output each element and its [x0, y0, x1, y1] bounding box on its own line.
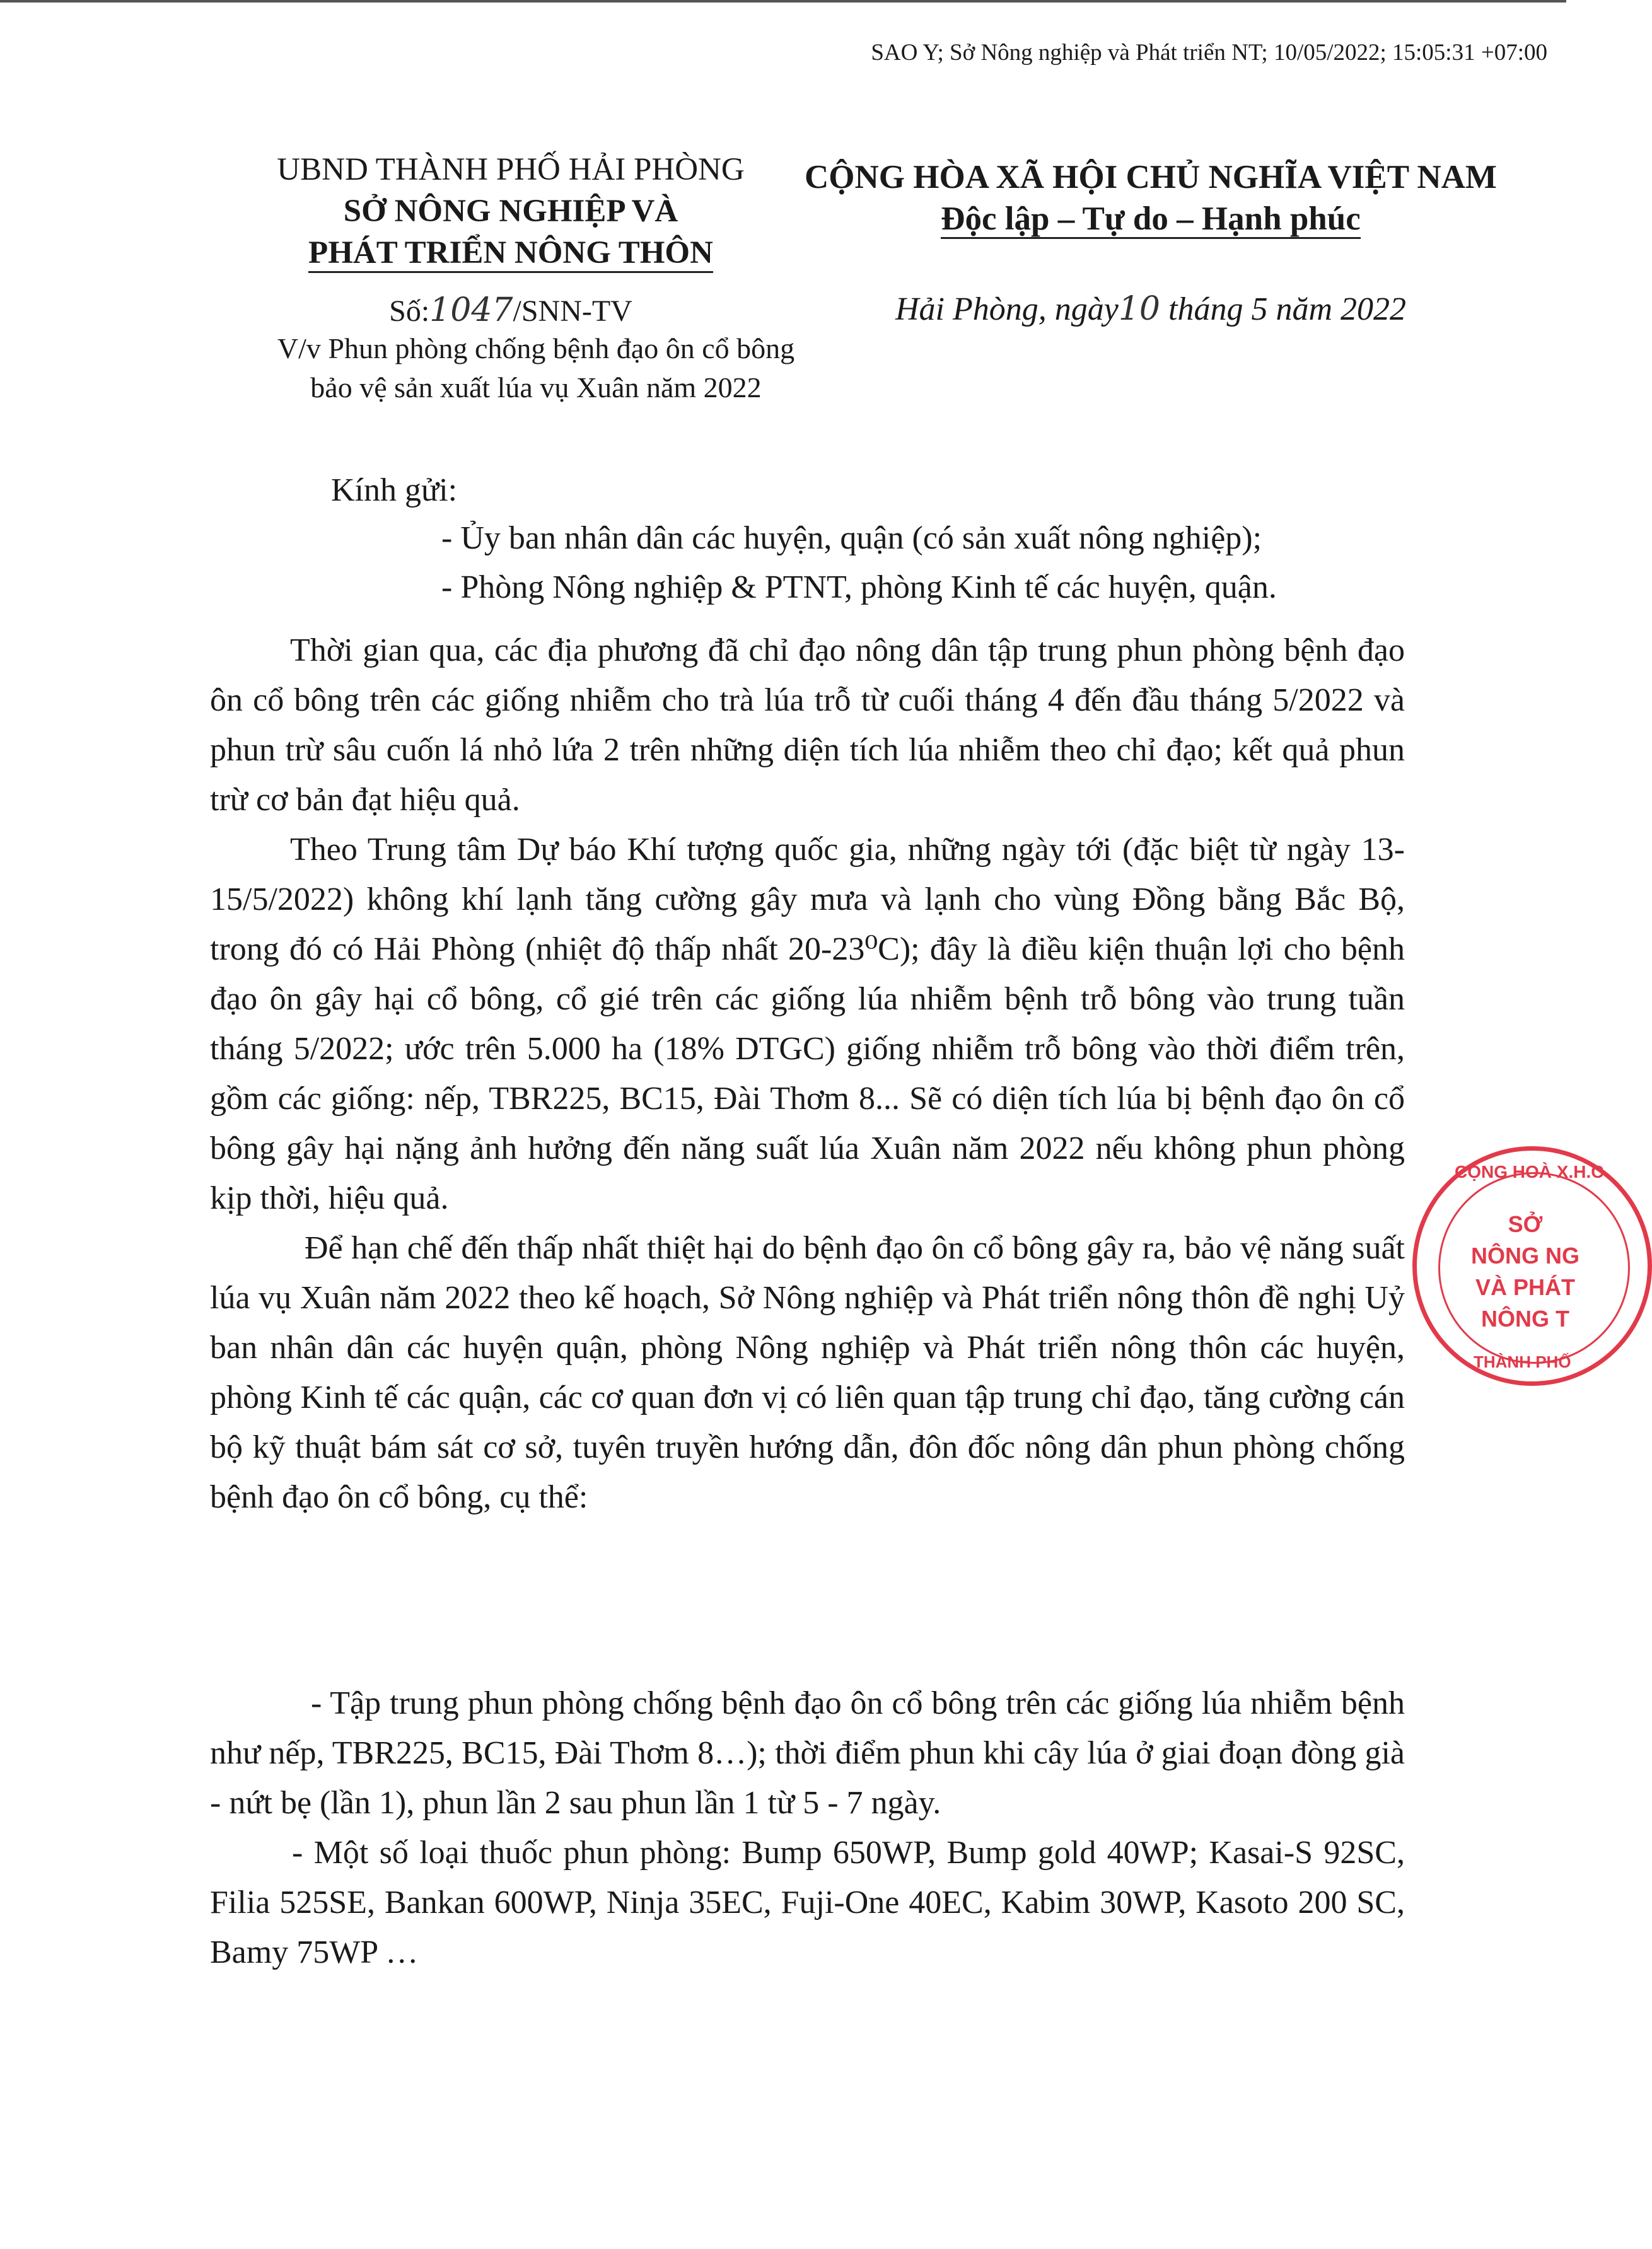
agency-name-line1: SỞ NÔNG NGHIỆP VÀ — [343, 194, 678, 229]
paragraph-1: Thời gian qua, các địa phương đã chỉ đạo nông dân tập trung phun phòng bệnh đạo ôn cổ bông trên các giống nhiễm cho trà lúa trỗ từ cuối tháng 4 đến đầu tháng 5/2022 và phun trừ sâu cuốn lá nhỏ lứa 2 trên những diện tích lúa nhiễm theo chỉ đạo; kết quả phun trừ cơ bản đạt hiệu quả. — [210, 632, 1405, 818]
official-seal — [1412, 1146, 1652, 1386]
seal-center-text: SỞ NÔNG NG VÀ PHÁT NÔNG T — [1470, 1211, 1579, 1332]
handwritten-number: 1047 — [429, 291, 513, 329]
recipient-1: - Ủy ban nhân dân các huyện, quận (có sản xuất nông nghiệp); — [441, 520, 1262, 556]
agency-parent: UBND THÀNH PHỐ HẢI PHÒNG — [277, 152, 745, 187]
motto: Độc lập – Tự do – Hạnh phúc — [794, 198, 1507, 240]
handwritten-day: 10 — [1118, 290, 1160, 328]
document-date: Hải Phòng, ngày10 tháng 5 năm 2022 — [895, 290, 1406, 328]
paragraph-3: Để hạn chế đến thấp nhất thiệt hại do bệnh đạo ôn cổ bông gây ra, bảo vệ năng suất lúa vụ Xuân năm 2022 theo kế hoạch, Sở Nông nghiệp và Phát triển nông thôn đề nghị Uỷ ban nhân dân các huyện quận, phòng Nông nghiệp và Phát triển nông thôn các huyện, phòng Kinh tế các quận, các cơ quan đơn vị có liên quan tập trung chỉ đạo, tăng cường cán bộ kỹ thuật bám sát cơ sở, tuyên truyền hướng dẫn, đôn đốc nông dân phun phòng chống bệnh đạo ôn cổ bông, cụ thể: — [210, 1230, 1405, 1515]
issuing-agency-header — [252, 149, 769, 274]
seal-arc-bottom-text: THÀNH PHỐ — [1474, 1352, 1571, 1371]
national-motto-header — [794, 156, 1507, 240]
paragraph-2: Theo Trung tâm Dự báo Khí tượng quốc gia, những ngày tới (đặc biệt từ ngày 13-15/5/2022) không khí lạnh tăng cường gây mưa và lạnh cho vùng Đồng bằng Bắc Bộ, trong đó có Hải Phòng (nhiệt độ thấp nhất 20-23⁰C); đây là điều kiện thuận lợi cho bệnh đạo ôn gây hại cổ bông, cổ gié trên các giống lúa nhiễm bệnh trỗ bông vào trung tuần tháng 5/2022; ước trên 5.000 ha (18% DTGC) giống nhiễm trỗ bông vào thời điểm trên, gồm các giống: nếp, TBR225, BC15, Đài Thơm 8... Sẽ có diện tích lúa bị bệnh đạo ôn cổ bông gây hại nặng ảnh hưởng đến năng suất lúa Xuân năm 2022 nếu không phun phòng kịp thời, hiệu quả. — [210, 832, 1405, 1216]
agency-name-line2: PHÁT TRIỂN NÔNG THÔN — [252, 232, 769, 274]
document-subject: V/v Phun phòng chống bệnh đạo ôn cổ bông bảo vệ sản xuất lúa vụ Xuân năm 2022 — [277, 332, 795, 404]
scan-top-border — [0, 0, 1566, 3]
country-name: CỘNG HÒA XÃ HỘI CHỦ NGHĨA VIỆT NAM — [805, 159, 1497, 195]
greeting: Kính gửi: — [331, 472, 458, 508]
seal-arc-top-text: CỘNG HOÀ X.H.C — [1455, 1162, 1604, 1182]
action-item-1: - Tập trung phun phòng chống bệnh đạo ôn cổ bông trên các giống lúa nhiễm bệnh như nếp, TBR225, BC15, Đài Thơm 8…); thời điểm phun khi cây lúa ở giai đoạn đòng già - nứt bẹ (lần 1), phun lần 2 sau phun lần 1 từ 5 - 7 ngày. — [210, 1685, 1405, 1821]
recipient-2: - Phòng Nông nghiệp & PTNT, phòng Kinh tế các huyện, quận. — [441, 569, 1277, 605]
action-items — [210, 1678, 1405, 1977]
body-paragraphs — [210, 625, 1405, 1522]
action-item-2: - Một số loại thuốc phun phòng: Bump 650WP, Bump gold 40WP; Kasai-S 92SC, Filia 525SE, Bankan 600WP, Ninja 35EC, Fuji-One 40EC, Kabim 30WP, Kasoto 200 SC, Bamy 75WP … — [210, 1835, 1405, 1970]
digital-copy-stamp: SAO Y; Sở Nông nghiệp và Phát triển NT; 10/05/2022; 15:05:31 +07:00 — [871, 40, 1547, 66]
document-number: Số:1047/SNN-TV — [389, 291, 632, 329]
